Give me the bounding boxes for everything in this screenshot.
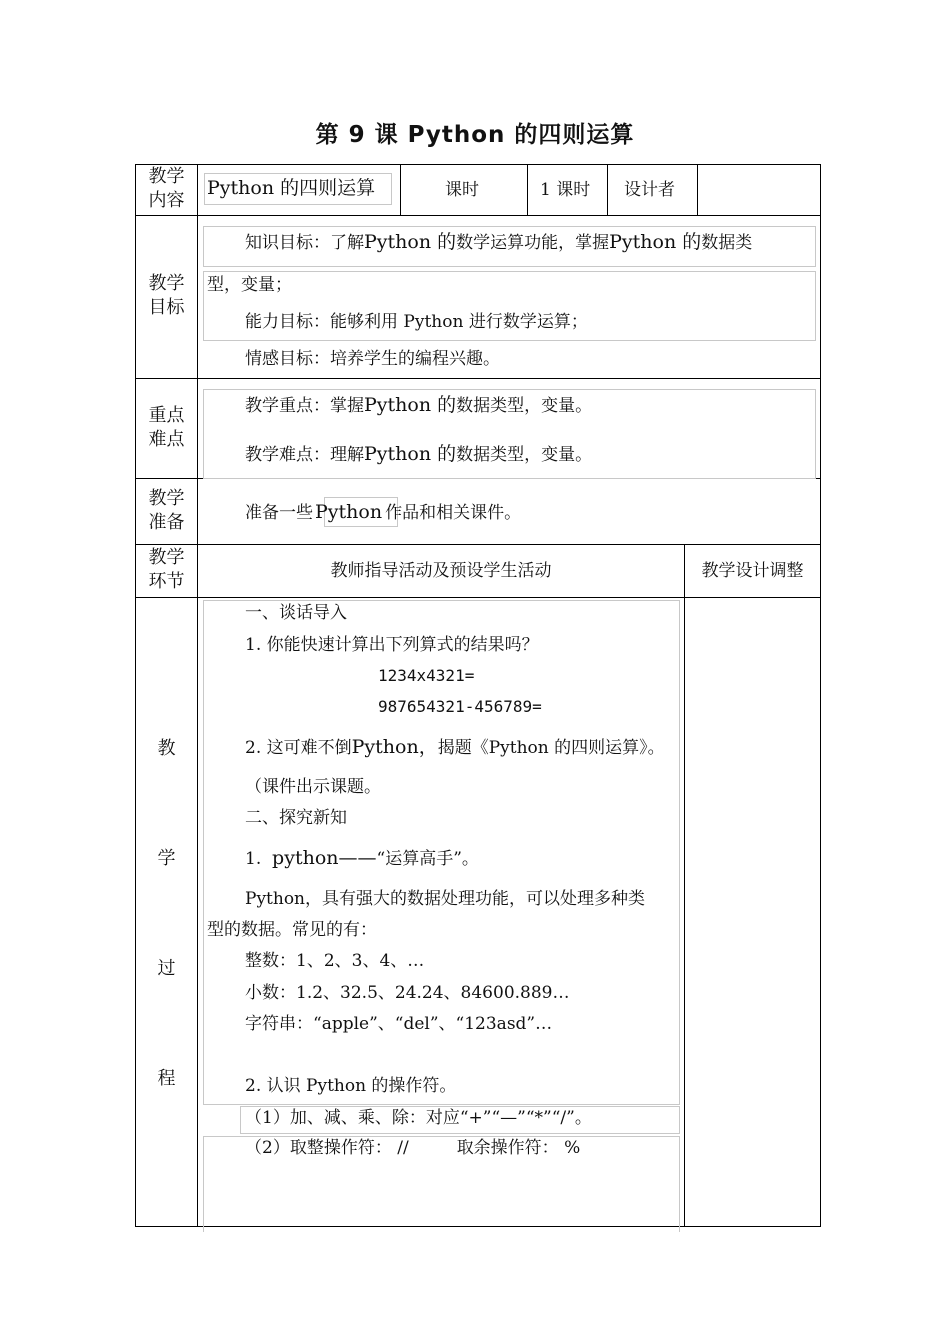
- expression: 1234x4321=: [378, 666, 475, 685]
- designer-label: 设计者: [624, 180, 675, 200]
- label-column-divider: [197, 164, 198, 1227]
- prep-text: [245, 502, 521, 523]
- row-divider: [135, 544, 821, 545]
- operator-text: （2）取整操作符： //: [245, 1138, 409, 1158]
- ability-goal: 能力目标：能够利用 Python 进行数学运算；: [245, 312, 588, 332]
- cell-divider: [607, 164, 608, 216]
- prep-label: [136, 487, 197, 535]
- key-text: Python 的: [364, 394, 457, 416]
- cell-divider: [697, 164, 698, 216]
- note: （课件出示课题。: [245, 777, 381, 797]
- table-border-right: [820, 164, 821, 1227]
- adjust-column-divider: [684, 544, 685, 1227]
- key-text: 教学重点：掌握: [245, 396, 364, 416]
- process-header-label: [136, 546, 197, 594]
- operator-text: 取余操作符： %: [456, 1138, 581, 1158]
- question-text: 2. 这可难不倒: [245, 738, 352, 758]
- hours-label: 课时: [445, 180, 479, 200]
- row-divider: [135, 378, 821, 379]
- question: [245, 737, 665, 758]
- data-type-item: 小数：1.2、32.5、24.24、84600.889…: [245, 983, 570, 1003]
- expression: 987654321-456789=: [378, 697, 542, 716]
- page-title: 第 9 课 Python 的四则运算: [315, 122, 635, 148]
- label-text: 教学 准备: [148, 488, 185, 533]
- emotion-goal: 情感目标：培养学生的编程兴趣。: [245, 349, 500, 369]
- label-text: 重点 难点: [148, 405, 185, 450]
- goal-text: 数据类: [701, 233, 753, 253]
- process-label-char: 过: [157, 958, 176, 979]
- content-label: [136, 165, 197, 213]
- goals-label: [136, 272, 197, 320]
- process-label-char: 教: [157, 738, 176, 759]
- label-text: 教学 目标: [148, 273, 185, 318]
- goal-text: 数学运算功能，掌握: [456, 233, 610, 253]
- subsection-text: “运算高手”。: [376, 849, 479, 869]
- content-value: Python 的四则运算: [207, 177, 376, 199]
- paragraph: 型的数据。常见的有：: [207, 920, 377, 940]
- label-text: 教学 内容: [148, 166, 185, 211]
- table-border-top: [135, 164, 821, 165]
- prep-part: 作品和相关课件。: [385, 503, 522, 523]
- knowledge-goal-cont: 型，变量；: [207, 275, 292, 295]
- operator-item: [245, 1138, 580, 1158]
- section-heading: 二、探究新知: [245, 808, 347, 828]
- knowledge-goal: [245, 232, 752, 253]
- subsection-heading: 2. 认识 Python 的操作符。: [245, 1076, 457, 1096]
- diff-text: Python 的: [364, 443, 457, 465]
- question-text: Python，: [351, 736, 438, 758]
- row-divider: [135, 215, 821, 216]
- data-type-item: 整数：1、2、3、4、…: [245, 951, 425, 971]
- prep-part: 准备一些: [245, 503, 313, 523]
- difficult-point: [245, 444, 592, 465]
- section-heading: 一、谈话导入: [245, 603, 347, 623]
- diff-text: 数据类型，变量。: [456, 445, 593, 465]
- process-label-char: 学: [157, 848, 176, 869]
- operator-item: （1）加、减、乘、除：对应“+”“—”“*”“/”。: [245, 1108, 592, 1128]
- activities-header: 教师指导活动及预设学生活动: [330, 561, 552, 581]
- label-text: 教学 环节: [148, 547, 185, 592]
- keypoints-label: [136, 404, 197, 452]
- goal-text: Python 的: [609, 231, 702, 253]
- adjust-header: 教学设计调整: [701, 561, 804, 581]
- diff-text: 教学难点：理解: [245, 445, 364, 465]
- question-text: 揭题《Python 的四则运算》。: [437, 738, 665, 758]
- key-text: 数据类型，变量。: [456, 396, 593, 416]
- row-divider: [135, 597, 821, 598]
- cell-divider: [400, 164, 401, 216]
- cell-divider: [527, 164, 528, 216]
- prep-part: Python: [315, 501, 383, 523]
- question: 1. 你能快速计算出下列算式的结果吗？: [245, 635, 539, 655]
- subsection-heading: [245, 848, 479, 869]
- goal-text: 知识目标：了解: [245, 233, 364, 253]
- subsection-text: python——: [272, 847, 377, 869]
- paragraph: Python，具有强大的数据处理功能，可以处理多种类: [245, 889, 646, 909]
- goal-text: Python 的: [364, 231, 457, 253]
- hours-value: 1 课时: [540, 180, 591, 200]
- key-point: [245, 395, 592, 416]
- subsection-text: 1.: [245, 849, 262, 869]
- process-label-char: 程: [157, 1068, 176, 1089]
- data-type-item: 字符串：“apple”、“del”、“123asd”…: [245, 1014, 553, 1034]
